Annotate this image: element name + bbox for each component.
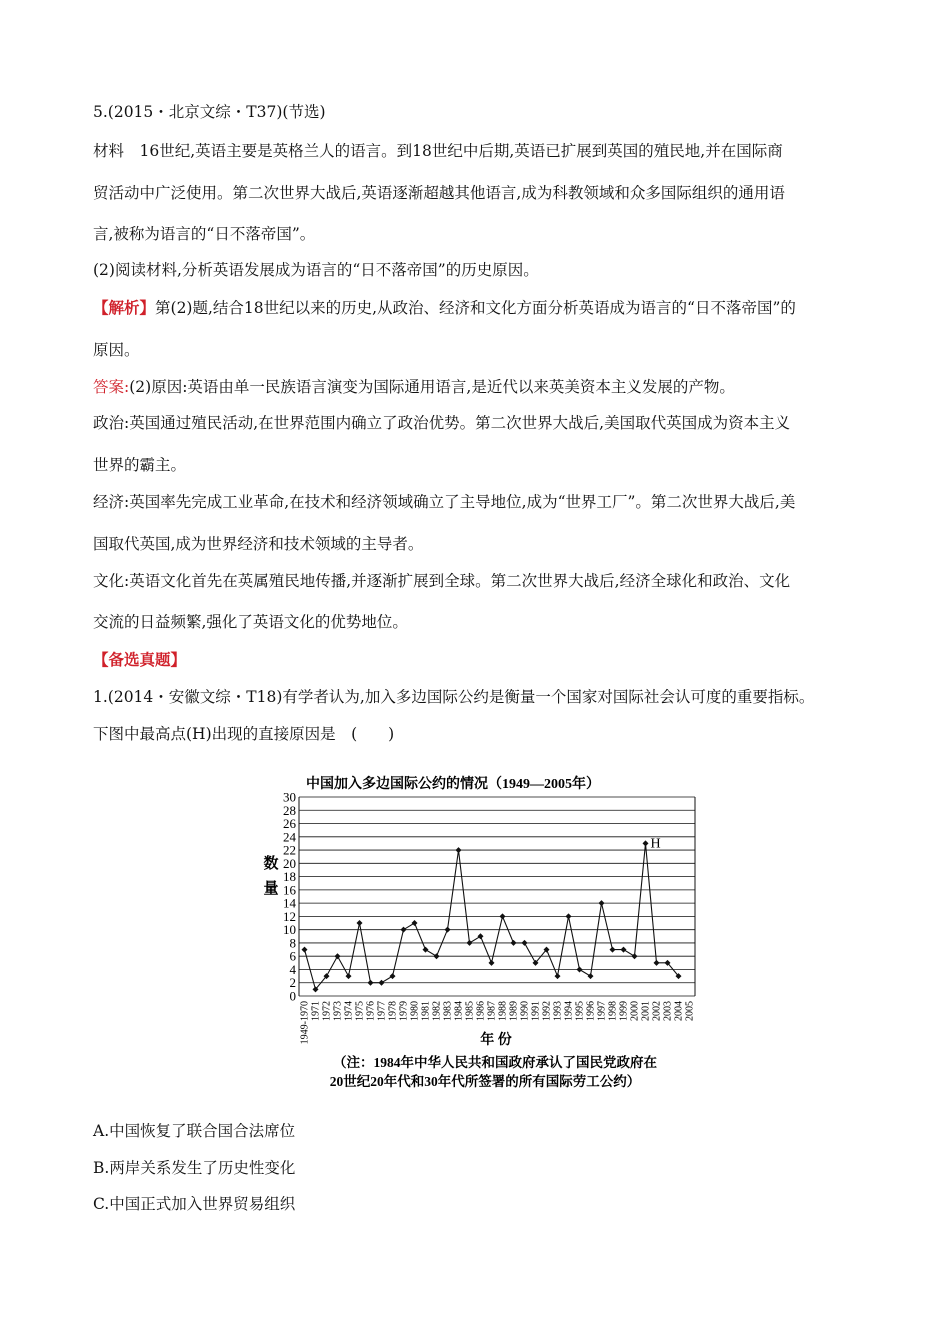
data-point bbox=[643, 840, 649, 846]
chart bbox=[255, 770, 715, 1105]
analysis-text: 第(2)题,结合18世纪以来的历史,从政治、经济和文化方面分析英语成为语言的“日不落帝国”的 bbox=[155, 299, 796, 317]
x-tick-label: 1987 bbox=[486, 1001, 498, 1021]
x-tick-label: 1995 bbox=[574, 1001, 586, 1021]
q5-material-line3: 言,被称为语言的“日不落帝国”。 bbox=[93, 225, 316, 243]
chart-grid bbox=[299, 797, 695, 996]
data-point bbox=[302, 947, 308, 953]
q5-economy-line2: 国取代英国,成为世界经济和技术领域的主导者。 bbox=[93, 535, 424, 553]
q5-material-line2: 贸活动中广泛使用。第二次世界大战后,英语逐渐超越其他语言,成为科教领域和众多国际组织的通用语 bbox=[93, 184, 785, 202]
data-point bbox=[434, 953, 440, 959]
option-b: B.两岸关系发生了历史性变化 bbox=[93, 1159, 296, 1177]
q5-analysis-line2: 原因。 bbox=[93, 341, 140, 359]
x-tick-label: 1986 bbox=[475, 1001, 487, 1021]
x-tick-label: 1994 bbox=[563, 1001, 575, 1021]
data-point bbox=[566, 913, 572, 919]
x-tick-label: 1998 bbox=[607, 1001, 619, 1021]
answer-tag: 答案: bbox=[93, 378, 130, 396]
x-tick-label: 2001 bbox=[640, 1001, 652, 1021]
x-tick-label: 1971 bbox=[310, 1001, 322, 1021]
x-axis-label: 年 份 bbox=[480, 1033, 512, 1048]
data-point bbox=[511, 940, 517, 946]
q5-header: 5.(2015・北京文综・T37)(节选) bbox=[93, 103, 326, 121]
data-point bbox=[588, 973, 594, 979]
x-tick-label: 2005 bbox=[684, 1001, 696, 1021]
option-a: A.中国恢复了联合国合法席位 bbox=[93, 1122, 296, 1140]
data-point bbox=[456, 847, 462, 853]
x-tick-label: 1996 bbox=[585, 1001, 597, 1021]
x-tick-label: 1983 bbox=[442, 1001, 454, 1021]
data-point bbox=[621, 947, 627, 953]
chart-title: 中国加入多边国际公约的情况（1949—2005年） bbox=[306, 777, 600, 792]
data-point bbox=[478, 933, 484, 939]
data-point bbox=[335, 953, 341, 959]
x-tick-label: 1999 bbox=[618, 1001, 630, 1021]
data-point bbox=[467, 940, 473, 946]
y-tick-label: 6 bbox=[289, 948, 296, 964]
q1-stem-line1: 1.(2014・安徽文综・T18)有学者认为,加入多边国际公约是衡量一个国家对国际社会认可度的重要指标。 bbox=[93, 688, 815, 706]
data-point bbox=[390, 973, 396, 979]
y-tick-label: 4 bbox=[289, 961, 296, 977]
x-tick-label: 1981 bbox=[420, 1001, 432, 1021]
y-tick-label: 26 bbox=[283, 816, 296, 832]
y-tick-label: 24 bbox=[283, 829, 296, 845]
y-tick-label: 0 bbox=[289, 988, 296, 1004]
y-tick-label: 22 bbox=[283, 842, 296, 858]
x-tick-label: 2003 bbox=[662, 1001, 674, 1021]
y-axis-label-char2: 量 bbox=[263, 881, 279, 897]
answer-text: (2)原因:英语由单一民族语言演变为国际通用语言,是近代以来英美资本主义发展的产物。 bbox=[129, 378, 735, 396]
data-point bbox=[500, 913, 506, 919]
x-tick-label: 2004 bbox=[673, 1001, 685, 1021]
q5-answer-line1 bbox=[93, 375, 735, 397]
section-title: 【备选真题】 bbox=[93, 650, 187, 669]
data-point bbox=[412, 920, 418, 926]
y-axis-label-char1: 数 bbox=[263, 856, 279, 872]
q5-culture-line1: 文化:英语文化首先在英属殖民地传播,并逐渐扩展到全球。第二次世界大战后,经济全球化和政治、文化 bbox=[93, 572, 791, 590]
data-point bbox=[654, 960, 660, 966]
q5-question: (2)阅读材料,分析英语发展成为语言的“日不落帝国”的历史原因。 bbox=[93, 261, 539, 279]
data-point bbox=[357, 920, 363, 926]
x-tick-label: 1972 bbox=[321, 1001, 333, 1021]
data-point bbox=[423, 947, 429, 953]
x-tick-label: 1980 bbox=[409, 1001, 421, 1021]
data-point bbox=[445, 927, 451, 933]
y-tick-label: 8 bbox=[289, 935, 296, 951]
y-tick-label: 18 bbox=[283, 869, 296, 885]
q5-economy-line1: 经济:英国率先完成工业革命,在技术和经济领域确立了主导地位,成为“世界工厂”。第二次世界大战后,美 bbox=[93, 493, 796, 511]
data-point bbox=[368, 980, 374, 986]
q5-politics-line2: 世界的霸主。 bbox=[93, 456, 187, 474]
data-point bbox=[599, 900, 605, 906]
x-tick-label: 1992 bbox=[541, 1001, 553, 1021]
y-axis-ticks bbox=[283, 790, 297, 1004]
x-tick-label: 1975 bbox=[354, 1001, 366, 1021]
x-tick-label: 1993 bbox=[552, 1001, 564, 1021]
data-point bbox=[379, 980, 385, 986]
x-tick-label: 1989 bbox=[508, 1001, 520, 1021]
data-point bbox=[489, 960, 495, 966]
data-point bbox=[632, 953, 638, 959]
x-tick-label: 1988 bbox=[497, 1001, 509, 1021]
q5-culture-line2: 交流的日益频繁,强化了英语文化的优势地位。 bbox=[93, 613, 408, 631]
chart-note-line2: 20世纪20年代和30年代所签署的所有国际劳工公约） bbox=[329, 1074, 641, 1089]
data-point bbox=[610, 947, 616, 953]
y-tick-label: 10 bbox=[283, 922, 296, 938]
y-tick-label: 2 bbox=[289, 975, 296, 991]
x-tick-label: 1978 bbox=[387, 1001, 399, 1021]
x-tick-label: 1991 bbox=[530, 1001, 542, 1021]
x-tick-label: 1982 bbox=[431, 1001, 443, 1021]
q5-analysis-line1 bbox=[93, 296, 796, 318]
y-tick-label: 20 bbox=[283, 855, 296, 871]
y-tick-label: 16 bbox=[283, 882, 296, 898]
data-point bbox=[555, 973, 561, 979]
annotation-h: H bbox=[650, 836, 661, 852]
q5-material-line1: 材料 16世纪,英语主要是英格兰人的语言。到18世纪中后期,英语已扩展到英国的殖民地,并在国际商 bbox=[93, 142, 783, 160]
x-tick-label: 1976 bbox=[365, 1001, 377, 1021]
x-tick-label: 2002 bbox=[651, 1001, 663, 1021]
x-tick-label: 1997 bbox=[596, 1001, 608, 1021]
q5-politics-line1: 政治:英国通过殖民活动,在世界范围内确立了政治优势。第二次世界大战后,美国取代英国成为资本主义 bbox=[93, 414, 791, 432]
analysis-tag: 【解析】 bbox=[93, 298, 156, 317]
x-tick-label: 1979 bbox=[398, 1001, 410, 1021]
y-tick-label: 14 bbox=[283, 895, 296, 911]
option-c: C.中国正式加入世界贸易组织 bbox=[93, 1195, 296, 1213]
x-tick-label: 1990 bbox=[519, 1001, 531, 1021]
x-tick-label: 1984 bbox=[453, 1001, 465, 1021]
data-point bbox=[577, 966, 583, 972]
x-tick-label: 1973 bbox=[332, 1001, 344, 1021]
q1-stem-line2: 下图中最高点(H)出现的直接原因是 ( ) bbox=[93, 725, 395, 743]
chart-note-line1: （注：1984年中华人民共和国政府承认了国民党政府在 bbox=[333, 1055, 657, 1070]
x-tick-label: 1985 bbox=[464, 1001, 476, 1021]
data-point bbox=[522, 940, 528, 946]
x-tick-label: 1977 bbox=[376, 1001, 388, 1021]
x-tick-label: 1974 bbox=[343, 1001, 355, 1021]
data-point bbox=[401, 927, 407, 933]
y-tick-label: 30 bbox=[283, 789, 296, 805]
x-tick-label: 1949-1970 bbox=[299, 1001, 311, 1045]
y-tick-label: 28 bbox=[283, 802, 296, 818]
y-tick-label: 12 bbox=[283, 908, 296, 924]
series-line bbox=[302, 836, 682, 992]
data-point bbox=[346, 973, 352, 979]
x-tick-label: 2000 bbox=[629, 1001, 641, 1021]
